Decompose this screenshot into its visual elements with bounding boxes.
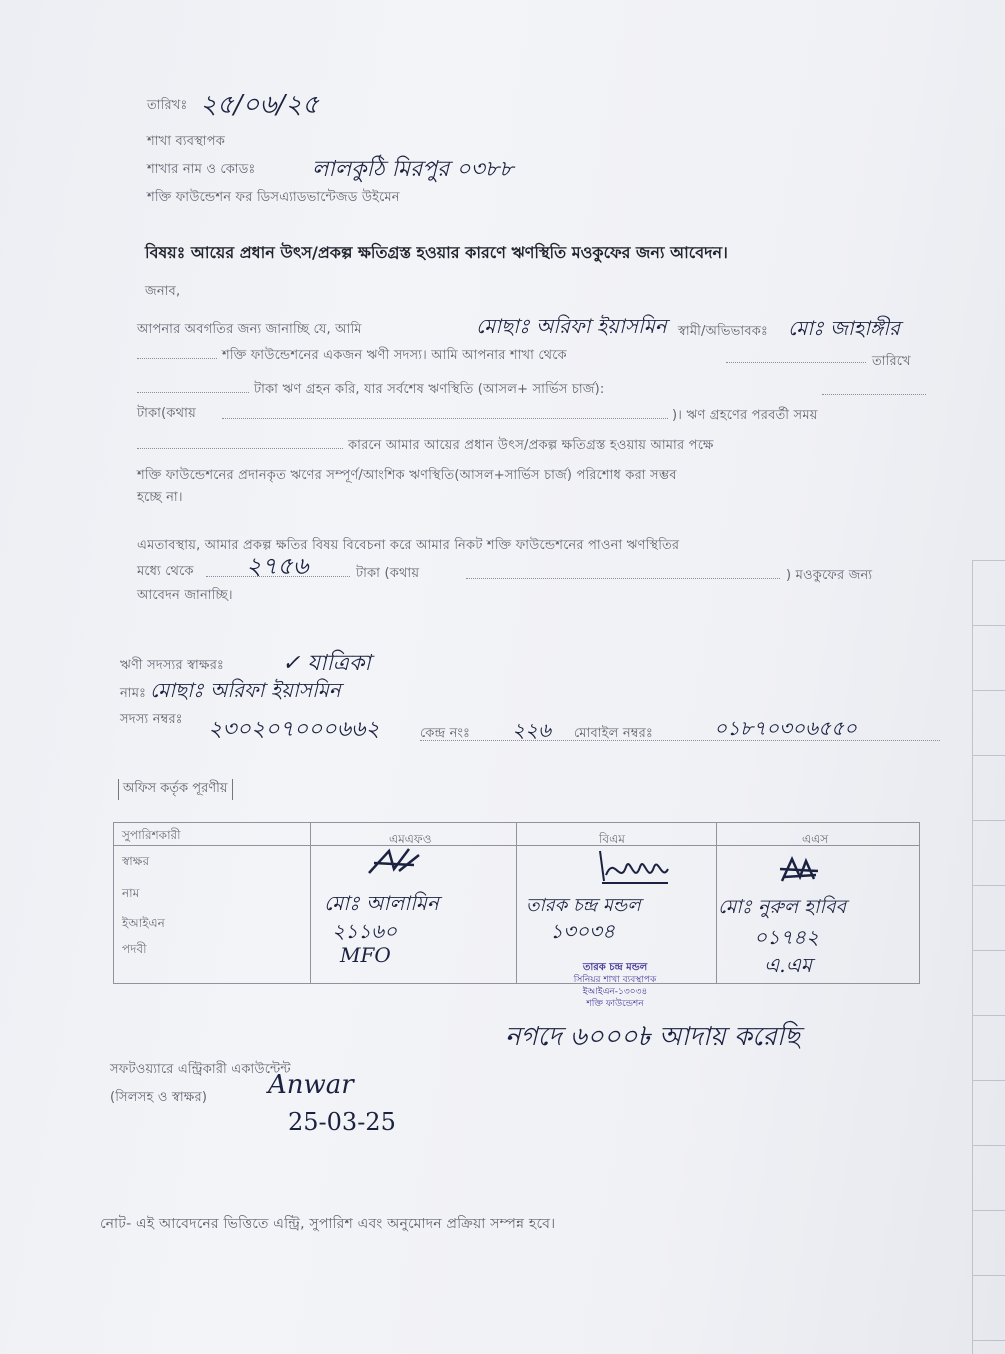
mfo-ein: ২১১৬০ (332, 919, 397, 943)
blank-line (726, 362, 866, 363)
p2-end-text: আবেদন জানাচ্ছি। (137, 588, 233, 603)
branch-value: লালকুঠি মিরপুর ০৩৮৮ (312, 157, 514, 182)
org-name: শক্তি ফাউন্ডেশন ফর ডিসএ্যাডভান্টেজড উইমেন (147, 190, 400, 205)
table-col-divider (716, 823, 717, 983)
date-value: ২৫/০৬/২৫ (200, 90, 319, 120)
member-name-handwritten: মোছাঃ অরিফা ইয়াসমিন (476, 314, 667, 338)
footer-note: নোট- এই আবেদনের ভিত্তিতে এন্ট্রি, সুপারিশ এবং অনুমোদন প্রক্রিয়া সম্পন্ন হবে। (100, 1216, 556, 1232)
col-as: এএস (802, 832, 829, 846)
applicant-name-label: নামঃ (120, 686, 147, 701)
seal-title: সিনিয়র শাখা ব্যবস্থাপক (573, 975, 657, 985)
row-sign: স্বাক্ষর (122, 854, 150, 868)
blank-line (822, 394, 926, 395)
p1-words-label: টাকা(কথায় (137, 406, 196, 421)
p1-after-text: )। ঋণ গ্রহণের পরবর্তী সময় (672, 408, 818, 423)
mfo-designation: MFO (340, 943, 391, 967)
row-designation: পদবী (122, 942, 147, 956)
seal-ein: ইআইএন-১৩০৩৪ (582, 987, 648, 997)
row-ein: ইআইএন (122, 916, 165, 930)
blank-line (222, 418, 668, 419)
mfo-name: মোঃ আলামিন (324, 891, 439, 915)
p2-from-label: মধ্যে থেকে (137, 564, 194, 579)
bm-name: তারক চন্দ্র মন্ডল (526, 895, 641, 916)
guardian-name-handwritten: মোঃ জাহাঙ্গীর (788, 316, 901, 340)
member-no-handwritten: ২৩০২০৭০০০৬৬২ (208, 717, 380, 742)
as-designation: এ.এম (764, 953, 812, 977)
mfo-signature-icon (364, 845, 424, 879)
accountant-label: সফটওয়্যারে এন্ট্রিকারী একাউন্টেন্ট (110, 1062, 291, 1077)
bm-ein: ১৩০৩৪ (550, 919, 615, 943)
table-col-divider (310, 823, 311, 983)
applicant-signature: ✓ যাত্রিকা (282, 651, 371, 676)
col-mfo: এমএফও (389, 832, 432, 846)
accountant-seal-label: (সিলসহ ও স্বাক্ষর) (110, 1090, 208, 1105)
office-section-title: অফিস কর্তৃক পূরণীয় (118, 779, 233, 800)
addressee: শাখা ব্যবস্থাপক (147, 134, 226, 149)
as-signature-icon (774, 853, 824, 887)
bm-signature-icon (594, 845, 674, 889)
blank-line (137, 392, 249, 393)
p1-date-text: তারিখে (872, 354, 911, 369)
p1-end-text: হচ্ছে না। (137, 490, 183, 505)
accountant-date: 25-03-25 (288, 1108, 396, 1136)
p1-reason-text: কারনে আমার আয়ের প্রধান উৎস/প্রকল্প ক্ষতিগ্রস্ত হওয়ায় আমার পক্ষে (348, 438, 714, 453)
as-ein: ০১৭৪২ (754, 925, 819, 949)
col-bm: বিএম (599, 832, 625, 846)
as-name: মোঃ নুরুল হাবিব (718, 896, 847, 918)
table-row-divider (114, 845, 919, 846)
applicant-sign-label: ঋণী সদস্যর স্বাক্ষরঃ (120, 658, 225, 673)
blank-line (420, 740, 940, 741)
table-col-divider (516, 823, 517, 983)
p1-loan-text: টাকা ঋণ গ্রহন করি, যার সর্বশেষ ঋণস্থিতি (আসল+ সার্ভিস চার্জ): (254, 382, 605, 397)
guardian-label: স্বামী/অভিভাবকঃ (678, 324, 768, 339)
bm-seal (540, 962, 690, 1010)
cash-collected-note: নগদে ৬০০০৳ আদায় করেছি (505, 1022, 801, 1052)
center-label: কেন্দ্র নংঃ (420, 726, 471, 741)
member-no-label: সদস্য নম্বরঃ (120, 712, 183, 727)
col-recommender: সুপারিশকারী (122, 828, 181, 842)
office-table (113, 822, 920, 984)
blank-line (466, 578, 780, 579)
accountant-signature: Anwar (268, 1070, 354, 1100)
seal-org: শক্তি ফাউন্ডেশন (586, 999, 644, 1009)
seal-name: তারক চন্দ্র মন্ডল (582, 962, 648, 973)
p1-intro: আপনার অবগতির জন্য জানাচ্ছি যে, আমি (137, 322, 362, 337)
waiver-amount-handwritten: ২৭৫৬ (246, 552, 309, 580)
p1-member-text: শক্তি ফাউন্ডেশনের একজন ঋণী সদস্য। আমি আপনার শাখা থেকে (222, 348, 567, 363)
subject-line: বিষয়ঃ আয়ের প্রধান উৎস/প্রকল্প ক্ষতিগ্রস্ত হওয়ার কারণে ঋণস্থিতি মওকুফের জন্য আবেদন। (145, 243, 728, 262)
center-value-handwritten: ২২৬ (512, 718, 552, 742)
background-grid-paper (972, 560, 1005, 1354)
p1-inability-text: শক্তি ফাউন্ডেশনের প্রদানকৃত ঋণের সম্পূর্ণ/আংশিক ঋণস্থিতি(আসল+সার্ভিস চার্জ) পরিশোধ করা সম্ভব (137, 468, 677, 483)
blank-line (137, 448, 343, 449)
branch-label: শাখার নাম ও কোডঃ (147, 162, 256, 177)
applicant-name-handwritten: মোছাঃ অরিফা ইয়াসমিন (150, 678, 341, 702)
p2-waiver-text: ) মওকুফের জন্য (786, 568, 873, 583)
date-label: তারিখঃ (147, 98, 188, 113)
row-name: নাম (122, 886, 140, 900)
p2-intro: এমতাবস্থায়, আমার প্রকল্প ক্ষতির বিষয় বিবেচনা করে আমার নিকট শক্তি ফাউন্ডেশনের পাওনা ঋণস্থিতির (137, 538, 680, 553)
mobile-label: মোবাইল নম্বরঃ (574, 726, 653, 741)
salutation: জনাব, (145, 284, 181, 299)
mobile-value-handwritten: ০১৮৭০৩০৬৫৫০ (714, 716, 857, 740)
blank-line (137, 358, 217, 359)
p2-words-label: টাকা (কথায় (356, 566, 420, 581)
